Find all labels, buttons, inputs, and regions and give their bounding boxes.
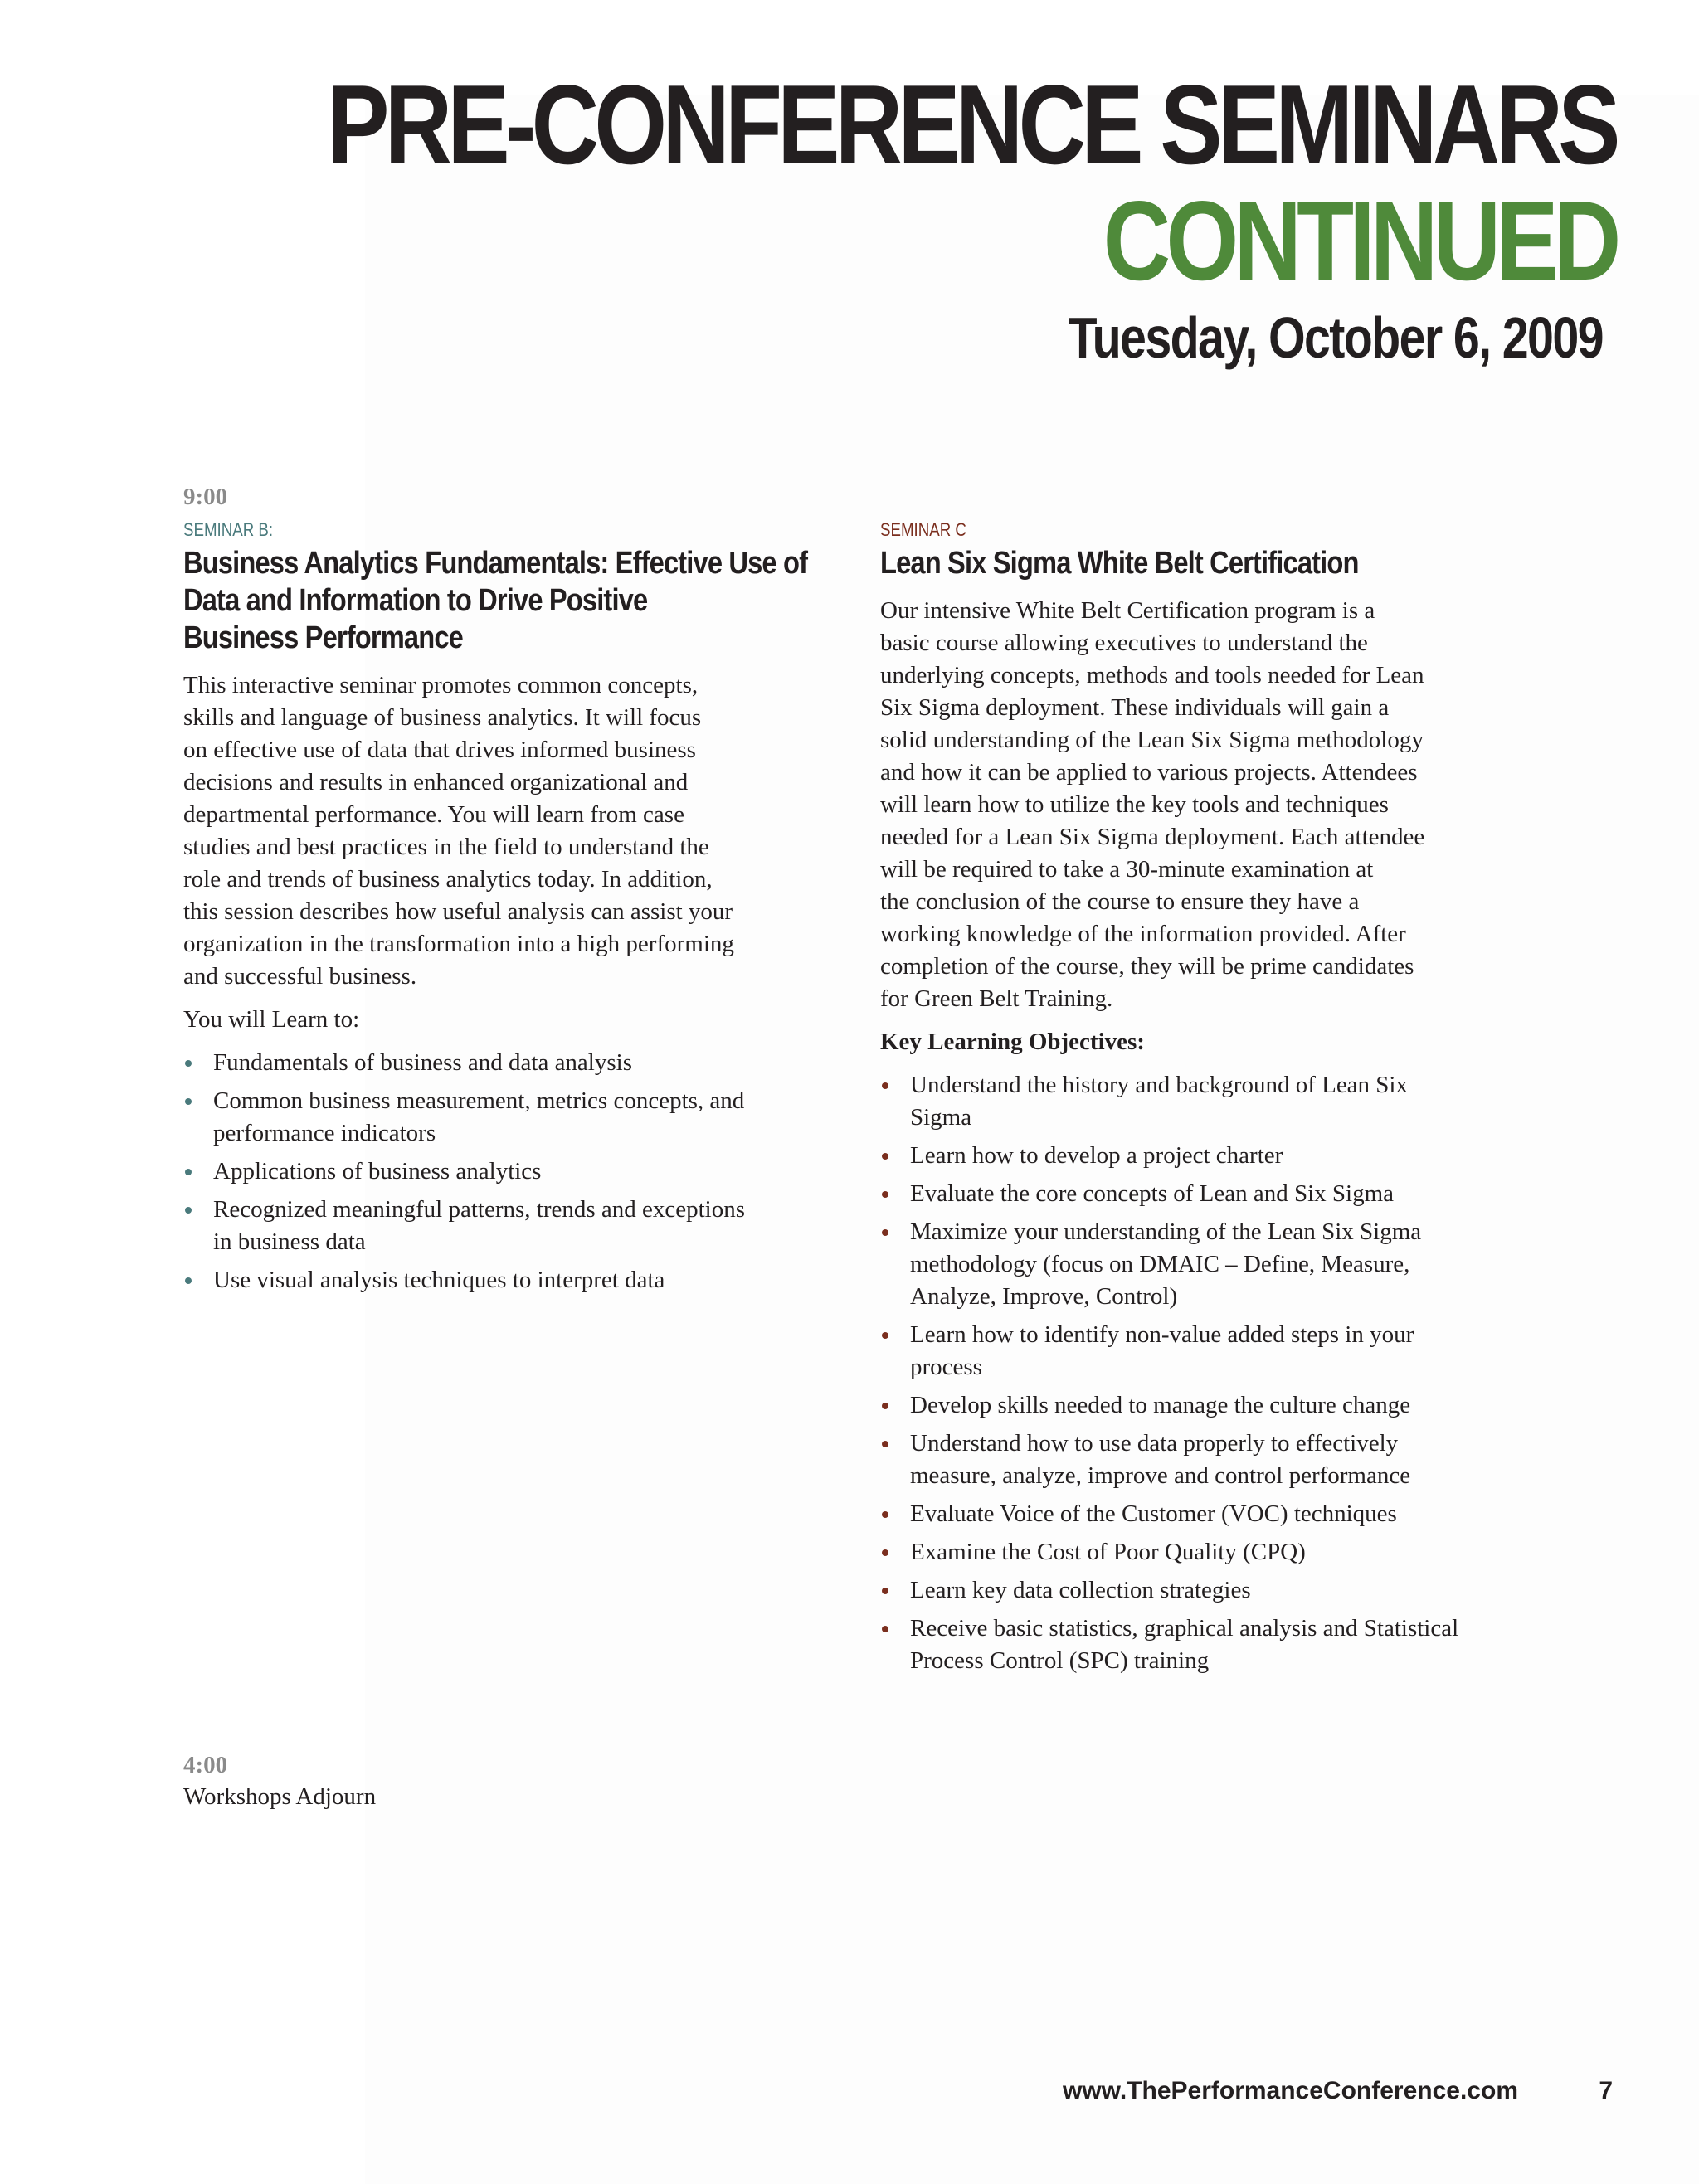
bullet-text: Fundamentals of business and data analysis xyxy=(213,1049,632,1076)
bullet-icon xyxy=(882,1588,888,1594)
description-line: skills and language of business analytics. It will focus xyxy=(183,704,702,731)
session-time-start: 9:00 xyxy=(183,484,228,510)
adjourn-text: Workshops Adjourn xyxy=(183,1783,377,1810)
list-item xyxy=(880,1612,1544,1677)
description-line: studies and best practices in the field to understand the xyxy=(183,834,709,860)
footer-website-link[interactable]: www.ThePerformanceConference.com xyxy=(1062,2077,1518,2104)
bullet-text: Analyze, Improve, Control) xyxy=(910,1283,1178,1310)
bullet-text: Learn how to develop a project charter xyxy=(910,1142,1283,1169)
description-line: will learn how to utilize the key tools and techniques xyxy=(880,791,1389,818)
bullet-text: Receive basic statistics, graphical analysis and Statistical xyxy=(910,1615,1459,1642)
list-item xyxy=(880,1536,1544,1569)
list-item xyxy=(880,1389,1544,1422)
bullet-text: in business data xyxy=(213,1228,366,1255)
description-line: underlying concepts, methods and tools needed for Lean xyxy=(880,662,1424,688)
description-line: on effective use of data that drives informed business xyxy=(183,737,696,763)
description-line: solid understanding of the Lean Six Sigma methodology xyxy=(880,727,1424,753)
description-line: completion of the course, they will be prime candidates xyxy=(880,953,1414,980)
bullet-icon xyxy=(882,1082,888,1089)
seminar-b-label: SEMINAR B: xyxy=(183,519,274,540)
bullet-text: Sigma xyxy=(910,1104,972,1131)
bullet-text: Process Control (SPC) training xyxy=(910,1647,1210,1674)
list-item xyxy=(183,1264,847,1296)
seminar-b-learn-heading: You will Learn to: xyxy=(183,1006,360,1033)
bullet-icon xyxy=(185,1098,192,1105)
event-date: Tuesday, October 6, 2009 xyxy=(1068,305,1603,370)
list-item xyxy=(183,1194,847,1258)
seminar-c-title: Lean Six Sigma White Belt Certification xyxy=(880,546,1359,581)
list-item xyxy=(880,1178,1544,1210)
seminar-b-title-line: Data and Information to Drive Positive xyxy=(183,583,648,618)
description-line: departmental performance. You will learn from case xyxy=(183,801,684,828)
list-item xyxy=(880,1498,1544,1530)
description-line: Six Sigma deployment. These individuals will gain a xyxy=(880,694,1390,721)
list-item xyxy=(880,1069,1544,1134)
list-item xyxy=(880,1319,1544,1384)
description-line: needed for a Lean Six Sigma deployment. Each attendee xyxy=(880,824,1425,850)
bullet-text: Common business measurement, metrics concepts, and xyxy=(213,1087,745,1114)
page-title: PRE-CONFERENCE SEMINARS xyxy=(327,61,1616,187)
description-line: for Green Belt Training. xyxy=(880,985,1113,1012)
description-line: and successful business. xyxy=(183,963,417,990)
seminar-b-title xyxy=(183,545,825,657)
list-item xyxy=(880,1428,1544,1492)
seminar-b-bullet-list xyxy=(183,1047,847,1302)
description-line: organization in the transformation into a high performing xyxy=(183,931,734,957)
bullet-text: Applications of business analytics xyxy=(213,1158,542,1184)
bullet-icon xyxy=(185,1060,192,1067)
seminar-c-objectives-heading: Key Learning Objectives: xyxy=(880,1029,1145,1055)
bullet-text: Use visual analysis techniques to interpret data xyxy=(213,1267,665,1293)
list-item xyxy=(183,1085,847,1150)
bullet-text: Examine the Cost of Poor Quality (CPQ) xyxy=(910,1539,1306,1565)
bullet-text: Understand the history and background of Lean Six xyxy=(910,1072,1408,1098)
bullet-text: measure, analyze, improve and control performance xyxy=(910,1462,1411,1489)
bullet-icon xyxy=(882,1403,888,1409)
bullet-text: Learn key data collection strategies xyxy=(910,1577,1251,1603)
bullet-text: Maximize your understanding of the Lean Six Sigma xyxy=(910,1218,1422,1245)
description-line: basic course allowing executives to understand the xyxy=(880,630,1368,656)
bullet-icon xyxy=(882,1511,888,1518)
description-line: role and trends of business analytics today. In addition, xyxy=(183,866,713,893)
seminar-c-label: SEMINAR C xyxy=(880,519,966,540)
page-number: 7 xyxy=(1599,2077,1613,2104)
bullet-icon xyxy=(882,1626,888,1632)
bullet-icon xyxy=(882,1549,888,1556)
list-item xyxy=(183,1047,847,1079)
description-line: will be required to take a 30-minute examination at xyxy=(880,856,1374,883)
bullet-text: Learn how to identify non-value added steps in your xyxy=(910,1321,1414,1348)
page-subtitle: CONTINUED xyxy=(1103,178,1616,304)
list-item xyxy=(880,1140,1544,1172)
bullet-icon xyxy=(882,1191,888,1198)
description-line: the conclusion of the course to ensure they have a xyxy=(880,888,1360,915)
description-line: This interactive seminar promotes common concepts, xyxy=(183,672,699,698)
list-item xyxy=(880,1574,1544,1607)
seminar-b-title-line: Business Performance xyxy=(183,620,463,655)
bullet-text: performance indicators xyxy=(213,1120,436,1146)
description-line: decisions and results in enhanced organizational and xyxy=(183,769,689,795)
bullet-text: Evaluate Voice of the Customer (VOC) techniques xyxy=(910,1501,1397,1527)
description-line: working knowledge of the information provided. After xyxy=(880,921,1406,947)
seminar-c-bullet-list xyxy=(880,1069,1544,1683)
bullet-icon xyxy=(882,1332,888,1339)
description-line: and how it can be applied to various projects. Attendees xyxy=(880,759,1418,786)
description-line: this session describes how useful analysis can assist your xyxy=(183,898,733,925)
bullet-icon xyxy=(882,1441,888,1447)
seminar-b-description xyxy=(183,669,839,993)
seminar-c-description xyxy=(880,595,1544,1015)
bullet-icon xyxy=(882,1229,888,1236)
session-time-end: 4:00 xyxy=(183,1752,228,1778)
list-item xyxy=(183,1155,847,1188)
bullet-text: Understand how to use data properly to effectively xyxy=(910,1430,1399,1457)
bullet-icon xyxy=(185,1207,192,1214)
bullet-icon xyxy=(185,1277,192,1284)
bullet-text: methodology (focus on DMAIC – Define, Measure, xyxy=(910,1251,1410,1277)
bullet-text: process xyxy=(910,1354,982,1380)
bullet-text: Develop skills needed to manage the culture change xyxy=(910,1392,1411,1418)
description-line: Our intensive White Belt Certification program is a xyxy=(880,597,1375,624)
seminar-b-title-line: Business Analytics Fundamentals: Effective Use of xyxy=(183,546,808,581)
bullet-icon xyxy=(185,1169,192,1175)
bullet-text: Evaluate the core concepts of Lean and Six Sigma xyxy=(910,1180,1395,1207)
bullet-icon xyxy=(882,1153,888,1160)
list-item xyxy=(880,1216,1544,1313)
bullet-text: Recognized meaningful patterns, trends and exceptions xyxy=(213,1196,746,1223)
